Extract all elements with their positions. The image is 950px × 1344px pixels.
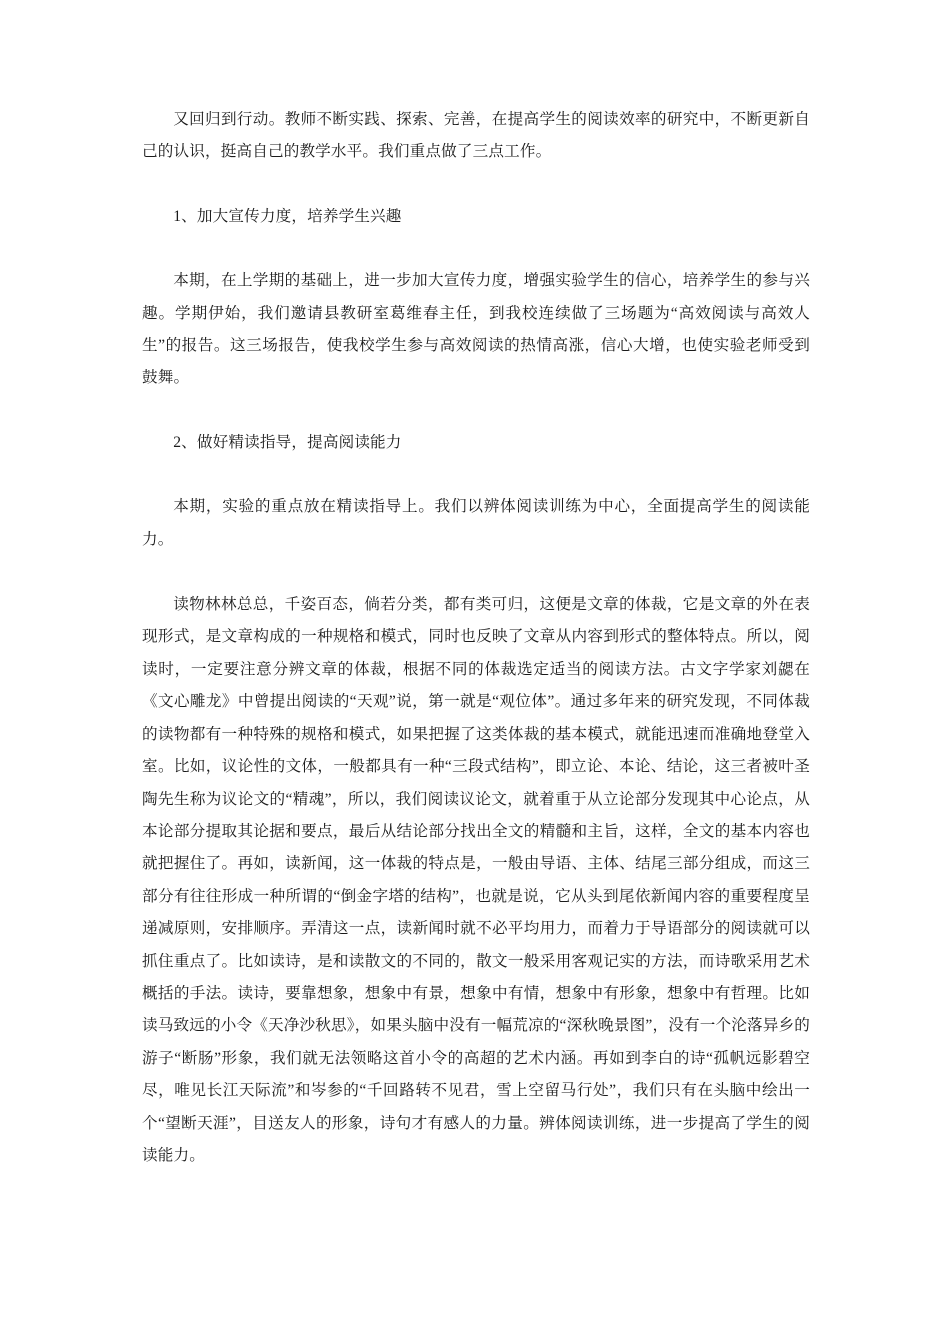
document-text-column (142, 104, 810, 1172)
paragraph-spacer (142, 169, 810, 201)
paragraph-spacer (142, 556, 810, 589)
paragraph-3: 读物林林总总，千姿百态，倘若分类，都有类可归，这便是文章的体裁，它是文章的外在表现形式，是文章构成的一种规格和模式，同时也反映了文章从内容到形式的整体特点。所以，阅读时，一定要注意分辨文章的体裁，根据不同的体裁选定适当的阅读方法。古文字学家刘勰在《文心雕龙》中曾提出阅读的“天观”说，第一就是“观位体”。通过多年来的研究发现，不同体裁的读物都有一种特殊的规格和模式，如果把握了这类体裁的基本模式，就能迅速而准确地登堂入室。比如，议论性的文体，一般都具有一种“三段式结构”，即立论、本论、结论，这三者被叶圣陶先生称为议论文的“精魂”，所以，我们阅读议论文，就着重于从立论部分发现其中心论点，从本论部分提取其论据和要点，最后从结论部分找出全文的精髓和主旨，这样，全文的基本内容也就把握住了。再如，读新闻，这一体裁的特点是，一般由导语、主体、结尾三部分组成，而这三部分有往往形成一种所谓的“倒金字塔的结构”，也就是说，它从头到尾依新闻内容的重要程度呈递减原则，安排顺序。弄清这一点，读新闻时就不必平均用力，而着力于导语部分的阅读就可以抓住重点了。比如读诗，是和读散文的不同的，散文一般采用客观记实的方法，而诗歌采用艺术概括的手法。读诗，要靠想象，想象中有景，想象中有情，想象中有形象，想象中有哲理。比如读马致远的小令《天净沙秋思》，如果头脑中没有一幅荒凉的“深秋晚景图”，没有一个沦落异乡的游子“断肠”形象，我们就无法领略这首小令的高超的艺术内涵。再如到李白的诗“孤帆远影碧空尽，唯见长江天际流”和岑参的“千回路转不见君，雪上空留马行处”，我们只有在头脑中绘出一个“望断天涯”，目送友人的形象，诗句才有感人的力量。辨体阅读训练，进一步提高了学生的阅读能力。 (142, 596, 810, 1164)
heading-1: 1、加大宣传力度，培养学生兴趣 (173, 207, 402, 225)
intro-paragraph: 又回归到行动。教师不断实践、探索、完善，在提高学生的阅读效率的研究中，不断更新自己的认识，挺高自己的教学水平。我们重点做了三点工作。 (142, 111, 810, 161)
paragraph-spacer (142, 459, 810, 491)
paragraph-spacer (142, 395, 810, 427)
paragraph-spacer (142, 233, 810, 265)
heading-2: 2、做好精读指导，提高阅读能力 (173, 433, 402, 451)
paragraph-2: 本期，实验的重点放在精读指导上。我们以辨体阅读训练为中心，全面提高学生的阅读能力。 (142, 498, 810, 548)
paragraph-1: 本期，在上学期的基础上，进一步加大宣传力度，增强实验学生的信心，培养学生的参与兴趣。学期伊始，我们邀请县教研室葛维春主任，到我校连续做了三场题为“高效阅读与高效人生”的报告。这三场报告，使我校学生参与高效阅读的热情高涨，信心大增，也使实验老师受到鼓舞。 (142, 272, 810, 387)
